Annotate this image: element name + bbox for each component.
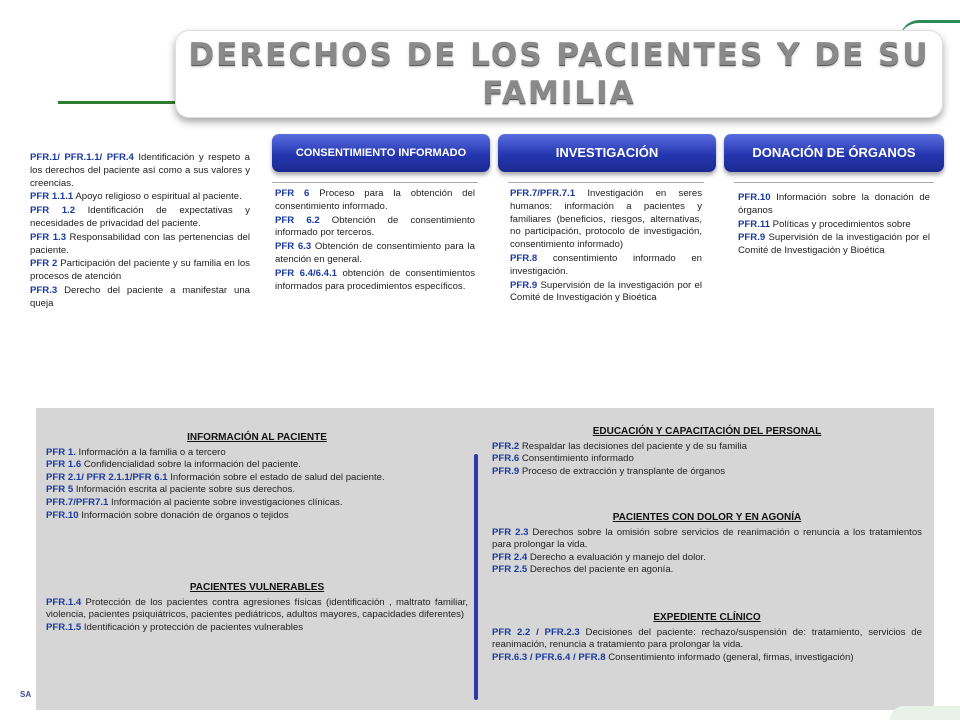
donacion-button[interactable]: DONACIÓN DE ÓRGANOS: [724, 134, 944, 172]
item-text: Confidencialidad sobre la información del paciente.: [81, 459, 301, 471]
item-code: PFR.2: [492, 440, 520, 452]
investigacion-button[interactable]: INVESTIGACIÓN: [498, 134, 716, 172]
item-text: Responsabilidad con las pertenencias del paciente.: [30, 231, 250, 256]
item-code: PFR 6.3: [275, 241, 312, 253]
item-code: PFR 1.: [46, 446, 76, 458]
expediente-section: [492, 612, 922, 664]
item-text: Respaldar las decisiones del paciente y de su familia: [519, 440, 747, 452]
item-text: Obtención de consentimiento informado por terceros.: [275, 214, 475, 239]
vertical-divider: [474, 454, 478, 700]
list-item: [738, 219, 930, 232]
list-item: [30, 285, 250, 311]
item-code: PFR.1.4: [46, 596, 82, 608]
item-code: PFR.9: [510, 279, 538, 291]
dolor-section: [492, 512, 922, 577]
list-item: [275, 241, 475, 267]
item-text: Derecho del paciente a manifestar una queja: [30, 284, 250, 309]
list-item: [275, 188, 475, 214]
summary-panel: [36, 408, 934, 710]
item-code: PFR.1/ PFR.1.1/ PFR.4: [30, 152, 134, 163]
item-code: PFR 1.6: [46, 459, 82, 471]
item-text: Decisiones del paciente: rechazo/suspensión de: tratamiento, servicios de reanimación, renuncia a tratamiento para prolongar la vida.: [492, 626, 922, 651]
item-text: obtención de consentimientos informados para procedimientos específicos.: [275, 267, 475, 292]
item-text: Investigación en seres humanos: información a pacientes y familiares (beneficios, riesgos, alternativas, no participación, protocolo de investigación, consentimiento informado): [510, 188, 702, 251]
item-code: PFR 2.1/ PFR 2.1.1/PFR 6.1: [46, 471, 168, 483]
item-text: Supervisión de la investigación por el Comité de Investigación y Bioética: [510, 279, 702, 304]
divider: [734, 182, 934, 183]
section-list: [492, 527, 922, 577]
item-text: Proceso para la obtención del consentimiento informado.: [275, 188, 475, 212]
item-code: PFR 2.3: [492, 526, 529, 538]
list-item: [46, 597, 468, 622]
item-text: Consentimiento informado (general, firmas, investigación): [605, 651, 854, 663]
item-text: Participación del paciente y su familia en los procesos de atención: [30, 258, 250, 283]
item-code: PFR.11: [738, 218, 770, 230]
item-text: Información sobre donación de órganos o tejidos: [78, 509, 289, 521]
item-code: PFR.10: [46, 509, 79, 521]
list-item: [46, 497, 468, 510]
item-code: PFR 1.2: [30, 205, 76, 217]
item-code: PFR.1.5: [46, 621, 82, 633]
item-text: Derecho a evaluación y manejo del dolor.: [527, 551, 706, 563]
list-item: [738, 232, 930, 258]
section-title: INFORMACIÓN AL PACIENTE: [187, 432, 327, 443]
list-item: [30, 191, 250, 204]
item-text: Información escrita al paciente sobre sus derechos.: [73, 484, 296, 496]
item-text: Derechos sobre la omisión sobre servicios de reanimación o renuncia a los tratamientos para prolongar la vida.: [492, 526, 922, 551]
section-list: [46, 597, 468, 635]
list-item: [30, 232, 250, 258]
page-title: DERECHOS DE LOS PACIENTES Y DE SU FAMILIA: [188, 37, 930, 111]
list-item: [492, 527, 922, 552]
item-text: Identificación de expectativas y necesidades de privacidad del paciente.: [30, 205, 250, 229]
item-text: Apoyo religioso o espiritual al paciente.: [73, 191, 242, 203]
list-item: [510, 188, 702, 252]
list-item: [46, 510, 468, 523]
item-code: PFR.6.3 / PFR.6.4 / PFR.8: [492, 651, 606, 663]
list-item: [492, 627, 922, 652]
info-paciente-section: [46, 432, 468, 522]
item-text: Protección de los pacientes contra agresiones físicas (identificación , maltrato familiar, violencia, pacientes psiquiátricos, pacientes pediátricos, adultos mayores, capacidades diferentes): [46, 596, 468, 621]
section-title: PACIENTES VULNERABLES: [189, 582, 325, 593]
list-item: [46, 622, 468, 635]
divider: [508, 182, 704, 183]
donacion-list: [738, 192, 930, 259]
list-item: [46, 447, 468, 460]
item-code: PFR 6.2: [275, 214, 320, 226]
list-item: [492, 552, 922, 565]
list-item: [46, 484, 468, 497]
vulnerables-section: [46, 582, 468, 634]
list-item: [275, 268, 475, 294]
left-column: [30, 152, 250, 312]
investigacion-list: [510, 188, 702, 306]
item-text: Consentimiento informado: [519, 453, 634, 465]
item-code: PFR 1.1.1: [30, 191, 74, 203]
item-code: PFR 2.5: [492, 564, 528, 576]
item-text: consentimiento informado en investigación.: [510, 252, 702, 277]
item-code: PFR.10: [738, 192, 771, 203]
list-item: [30, 258, 250, 284]
list-item: [30, 152, 250, 190]
item-code: PFR.7/PFR.7.1: [510, 188, 576, 199]
list-item: [738, 192, 930, 218]
item-text: Identificación y respeto a los derechos del paciente así como a sus valores y creencias.: [30, 152, 250, 189]
consentimiento-list: [275, 188, 475, 294]
consentimiento-button[interactable]: CONSENTIMIENTO INFORMADO: [272, 134, 490, 172]
footer-mark: SA: [20, 690, 32, 699]
item-code: PFR.6: [492, 453, 520, 465]
item-code: PFR 2.2 / PFR.2.3: [492, 626, 580, 638]
item-text: Información sobre el estado de salud del paciente.: [167, 471, 385, 483]
list-item: [510, 253, 702, 279]
item-code: PFR 1.3: [30, 231, 67, 243]
list-item: [46, 459, 468, 472]
educacion-section: [492, 426, 922, 478]
item-code: PFR 6.4/6.4.1: [275, 267, 337, 279]
item-text: Supervisión de la investigación por el Comité de Investigación y Bioética: [738, 232, 930, 257]
section-list: [492, 627, 922, 665]
title-box: [175, 30, 943, 118]
item-code: PFR.8: [510, 252, 538, 264]
item-code: PFR.9: [738, 232, 766, 244]
section-title: EDUCACIÓN Y CAPACITACIÓN DEL PERSONAL: [592, 426, 822, 437]
item-text: Información sobre la donación de órganos: [738, 192, 930, 216]
list-item: [492, 453, 922, 466]
item-text: Proceso de extracción y transplante de órganos: [519, 465, 726, 477]
item-code: PFR 6: [275, 188, 310, 199]
item-text: Información a la familia o a tercero: [75, 446, 226, 458]
item-code: PFR 2.4: [492, 551, 528, 563]
list-item: [46, 472, 468, 485]
list-item: [492, 466, 922, 479]
item-code: PFR.9: [492, 465, 520, 477]
item-code: PFR 5: [46, 484, 74, 496]
list-item: [492, 441, 922, 454]
list-item: [492, 564, 922, 577]
section-list: [46, 447, 468, 523]
item-text: Información al paciente sobre investigaciones clínicas.: [108, 496, 343, 508]
item-text: Derechos del paciente en agonía.: [527, 564, 674, 576]
section-title: EXPEDIENTE CLÍNICO: [653, 612, 761, 623]
item-text: Obtención de consentimiento para la atención en general.: [275, 241, 475, 265]
section-list: [492, 441, 922, 479]
item-text: Políticas y procedimientos sobre: [770, 218, 911, 230]
decorative-shape: [890, 706, 960, 720]
section-title: PACIENTES CON DOLOR Y EN AGONÍA: [612, 512, 802, 523]
item-code: PFR.7/PFR7.1: [46, 496, 109, 508]
list-item: [30, 205, 250, 231]
list-item: [492, 652, 922, 665]
item-code: PFR.3: [30, 284, 58, 296]
list-item: [510, 280, 702, 306]
divider: [272, 182, 478, 183]
list-item: [275, 215, 475, 241]
item-text: Identificación y protección de pacientes vulnerables: [81, 621, 304, 633]
item-code: PFR 2: [30, 258, 58, 270]
